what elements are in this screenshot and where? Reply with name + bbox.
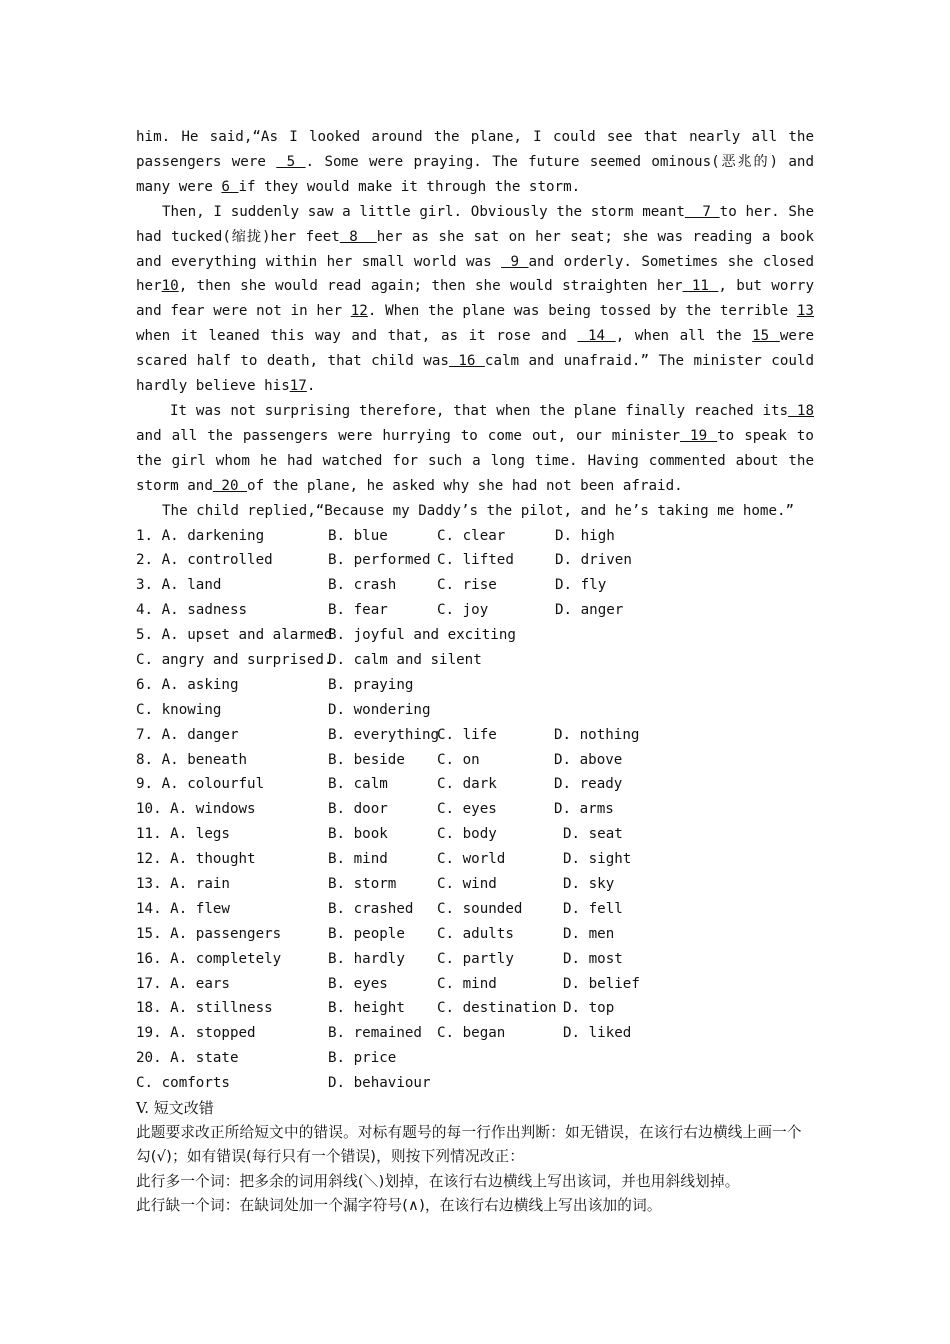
passage-text: , when all the bbox=[615, 328, 753, 345]
option-choice: D. sky bbox=[563, 875, 615, 892]
passage-text: to speak to the girl whom he had watched for such a long time. Having commented about the storm and bbox=[136, 427, 814, 494]
option-row bbox=[136, 1071, 814, 1096]
blank-5: 5 bbox=[276, 153, 306, 170]
option-choice: 15. A. passengers bbox=[136, 925, 282, 942]
option-choice: D. men bbox=[563, 925, 615, 942]
option-row bbox=[136, 673, 814, 698]
option-choice: B. storm bbox=[328, 875, 397, 892]
option-choice: 16. A. completely bbox=[136, 950, 282, 967]
option-row bbox=[136, 598, 814, 623]
option-choice: D. wondering bbox=[328, 701, 431, 718]
option-choice: 9. A. colourful bbox=[136, 776, 265, 793]
passage-paragraph-1 bbox=[136, 125, 814, 200]
option-choice: 11. A. legs bbox=[136, 826, 230, 843]
option-choice: D. fell bbox=[563, 900, 623, 917]
answer-options-list bbox=[136, 524, 814, 1096]
option-choice: B. mind bbox=[328, 851, 388, 868]
option-choice: C. on bbox=[437, 751, 480, 768]
passage-text: were scared half to death, that child was bbox=[136, 328, 815, 370]
option-choice: C. destination bbox=[437, 1000, 557, 1017]
option-choice: 2. A. controlled bbox=[136, 552, 273, 569]
option-choice: C. joy bbox=[437, 602, 489, 619]
blank-13: 13 bbox=[796, 303, 814, 320]
option-row bbox=[136, 648, 814, 673]
option-choice: C. comforts bbox=[136, 1075, 230, 1092]
instruction-line-3: 此行缺一个词：在缺词处加一个漏字符号(∧)，在该行右边横线上写出该加的词。 bbox=[136, 1197, 662, 1215]
option-choice: B. crash bbox=[328, 577, 397, 594]
option-choice: B. people bbox=[328, 925, 405, 942]
instruction-line-1: 此题要求改正所给短文中的错误。对标有题号的每一行作出判断：如无错误，在该行右边横线上画一个勾(√)；如有错误(每行只有一个错误)，则按下列情况改正： bbox=[136, 1123, 802, 1166]
option-choice: C. life bbox=[437, 726, 497, 743]
passage-text: and orderly. Sometimes she closed her bbox=[136, 253, 815, 295]
option-choice: 20. A. state bbox=[136, 1050, 239, 1067]
passage-text: . Some were praying. The future seemed ominous(恶兆的) and many were bbox=[136, 153, 814, 195]
option-choice: 4. A. sadness bbox=[136, 602, 248, 619]
option-row bbox=[136, 772, 814, 797]
passage-text: calm and unafraid.” The minister could hardly believe his bbox=[136, 353, 815, 395]
option-choice: 6. A. asking bbox=[136, 676, 239, 693]
option-choice: B. beside bbox=[328, 751, 405, 768]
option-row bbox=[136, 748, 814, 773]
option-choice: C. eyes bbox=[437, 801, 497, 818]
option-row bbox=[136, 1021, 814, 1046]
blank-17: 17 bbox=[289, 378, 307, 395]
option-choice: D. calm and silent bbox=[328, 651, 482, 668]
option-choice: D. high bbox=[555, 527, 615, 544]
blank-6: 6 bbox=[221, 178, 239, 195]
option-choice: D. driven bbox=[555, 552, 632, 569]
option-choice: D. anger bbox=[555, 602, 624, 619]
blank-9: 9 bbox=[501, 253, 529, 270]
option-choice: D. fly bbox=[555, 577, 607, 594]
blank-14: 14 bbox=[577, 328, 616, 345]
option-choice: B. remained bbox=[328, 1025, 422, 1042]
option-row bbox=[136, 623, 814, 648]
option-row bbox=[136, 797, 814, 822]
blank-8: 8 bbox=[339, 228, 377, 245]
option-choice: B. eyes bbox=[328, 975, 388, 992]
option-choice: B. book bbox=[328, 826, 388, 843]
option-row bbox=[136, 922, 814, 947]
option-row bbox=[136, 698, 814, 723]
passage-paragraph-3 bbox=[136, 399, 814, 499]
blank-15: 15 bbox=[752, 328, 780, 345]
option-choice: D. nothing bbox=[554, 726, 640, 743]
option-choice: C. dark bbox=[437, 776, 497, 793]
passage-text: . When the plane was being tossed by the terrible bbox=[367, 303, 797, 320]
option-choice: B. door bbox=[328, 801, 388, 818]
option-row bbox=[136, 524, 814, 549]
option-choice: C. adults bbox=[437, 925, 514, 942]
option-row bbox=[136, 822, 814, 847]
passage-paragraph-4: The child replied,“Because my Daddy’s the pilot, and he’s taking me home.” bbox=[162, 502, 795, 519]
option-choice: B. price bbox=[328, 1050, 397, 1067]
option-choice: C. knowing bbox=[136, 701, 222, 718]
option-choice: C. mind bbox=[437, 975, 497, 992]
option-row bbox=[136, 1046, 814, 1071]
option-choice: B. joyful and exciting bbox=[328, 627, 516, 644]
option-choice: 10. A. windows bbox=[136, 801, 256, 818]
option-row bbox=[136, 723, 814, 748]
passage-text: of the plane, he asked why she had not been afraid. bbox=[247, 477, 683, 494]
blank-10: 10 bbox=[161, 278, 179, 295]
option-choice: 8. A. beneath bbox=[136, 751, 248, 768]
blank-16: 16 bbox=[448, 353, 485, 370]
passage-text: when it leaned this way and that, as it rose and bbox=[136, 328, 578, 345]
blank-19: 19 bbox=[680, 427, 718, 444]
option-choice: 5. A. upset and alarmed bbox=[136, 627, 333, 644]
option-choice: C. body bbox=[437, 826, 497, 843]
option-row bbox=[136, 897, 814, 922]
passage-text: , but worry and fear were not in her bbox=[136, 278, 814, 320]
passage-text: and all the passengers were hurrying to come out, our minister bbox=[136, 427, 681, 444]
option-row bbox=[136, 573, 814, 598]
option-choice: D. most bbox=[563, 950, 623, 967]
option-choice: D. sight bbox=[563, 851, 632, 868]
option-choice: B. blue bbox=[328, 527, 388, 544]
blank-20: 20 bbox=[212, 477, 248, 494]
passage-text: her as she sat on her seat; she was reading a book and everything within her small world was bbox=[136, 228, 814, 270]
option-choice: C. angry and surprised. bbox=[136, 651, 333, 668]
option-choice: C. began bbox=[437, 1025, 506, 1042]
option-choice: D. above bbox=[554, 751, 623, 768]
option-choice: 14. A. flew bbox=[136, 900, 230, 917]
option-row bbox=[136, 972, 814, 997]
option-choice: C. partly bbox=[437, 950, 514, 967]
option-choice: 17. A. ears bbox=[136, 975, 230, 992]
instruction-line-2: 此行多一个词：把多余的词用斜线(＼)划掉，在该行右边横线上写出该词，并也用斜线划掉。 bbox=[136, 1172, 740, 1190]
option-choice: D. arms bbox=[554, 801, 614, 818]
passage-text: It was not surprising therefore, that when the plane finally reached its bbox=[170, 402, 789, 419]
option-choice: D. liked bbox=[563, 1025, 632, 1042]
option-choice: C. world bbox=[437, 851, 506, 868]
option-choice: B. hardly bbox=[328, 950, 405, 967]
option-choice: 7. A. danger bbox=[136, 726, 239, 743]
option-choice: B. praying bbox=[328, 676, 414, 693]
option-choice: 1. A. darkening bbox=[136, 527, 265, 544]
section-heading: V. 短文改错 bbox=[136, 1098, 214, 1117]
passage-text: him. He said,“As I looked around the plane, I could see that nearly all the passengers were bbox=[136, 129, 814, 170]
option-choice: 13. A. rain bbox=[136, 875, 230, 892]
option-choice: D. behaviour bbox=[328, 1075, 431, 1092]
option-choice: 19. A. stopped bbox=[136, 1025, 256, 1042]
option-choice: 18. A. stillness bbox=[136, 1000, 273, 1017]
option-choice: D. top bbox=[563, 1000, 615, 1017]
passage-text: . bbox=[306, 378, 316, 395]
document-page bbox=[136, 125, 814, 1219]
option-choice: D. seat bbox=[563, 826, 623, 843]
option-row bbox=[136, 947, 814, 972]
option-row bbox=[136, 996, 814, 1021]
option-choice: C. lifted bbox=[437, 552, 514, 569]
option-choice: C. clear bbox=[437, 527, 506, 544]
passage-text: , then she would read again; then she would straighten her bbox=[178, 278, 683, 295]
option-choice: B. crashed bbox=[328, 900, 414, 917]
option-choice: 12. A. thought bbox=[136, 851, 256, 868]
option-choice: C. rise bbox=[437, 577, 497, 594]
passage-text: Then, I suddenly saw a little girl. Obviously the storm meant bbox=[162, 203, 685, 220]
option-choice: B. performed bbox=[328, 552, 431, 569]
option-choice: D. belief bbox=[563, 975, 640, 992]
option-row bbox=[136, 847, 814, 872]
blank-18: 18 bbox=[788, 402, 814, 419]
option-choice: C. wind bbox=[437, 875, 497, 892]
option-choice: B. fear bbox=[328, 602, 388, 619]
passage-text: to her. She had tucked(缩拢)her feet bbox=[136, 203, 814, 245]
option-choice: B. height bbox=[328, 1000, 405, 1017]
blank-11: 11 bbox=[682, 278, 719, 295]
blank-7: 7 bbox=[684, 203, 720, 220]
option-row bbox=[136, 548, 814, 573]
option-row bbox=[136, 872, 814, 897]
passage-text: if they would make it through the storm. bbox=[238, 178, 581, 195]
option-choice: 3. A. land bbox=[136, 577, 222, 594]
option-choice: B. everything bbox=[328, 726, 440, 743]
option-choice: C. sounded bbox=[437, 900, 523, 917]
passage-paragraph-2 bbox=[136, 200, 814, 399]
blank-12: 12 bbox=[350, 303, 368, 320]
option-choice: B. calm bbox=[328, 776, 388, 793]
option-choice: D. ready bbox=[554, 776, 623, 793]
